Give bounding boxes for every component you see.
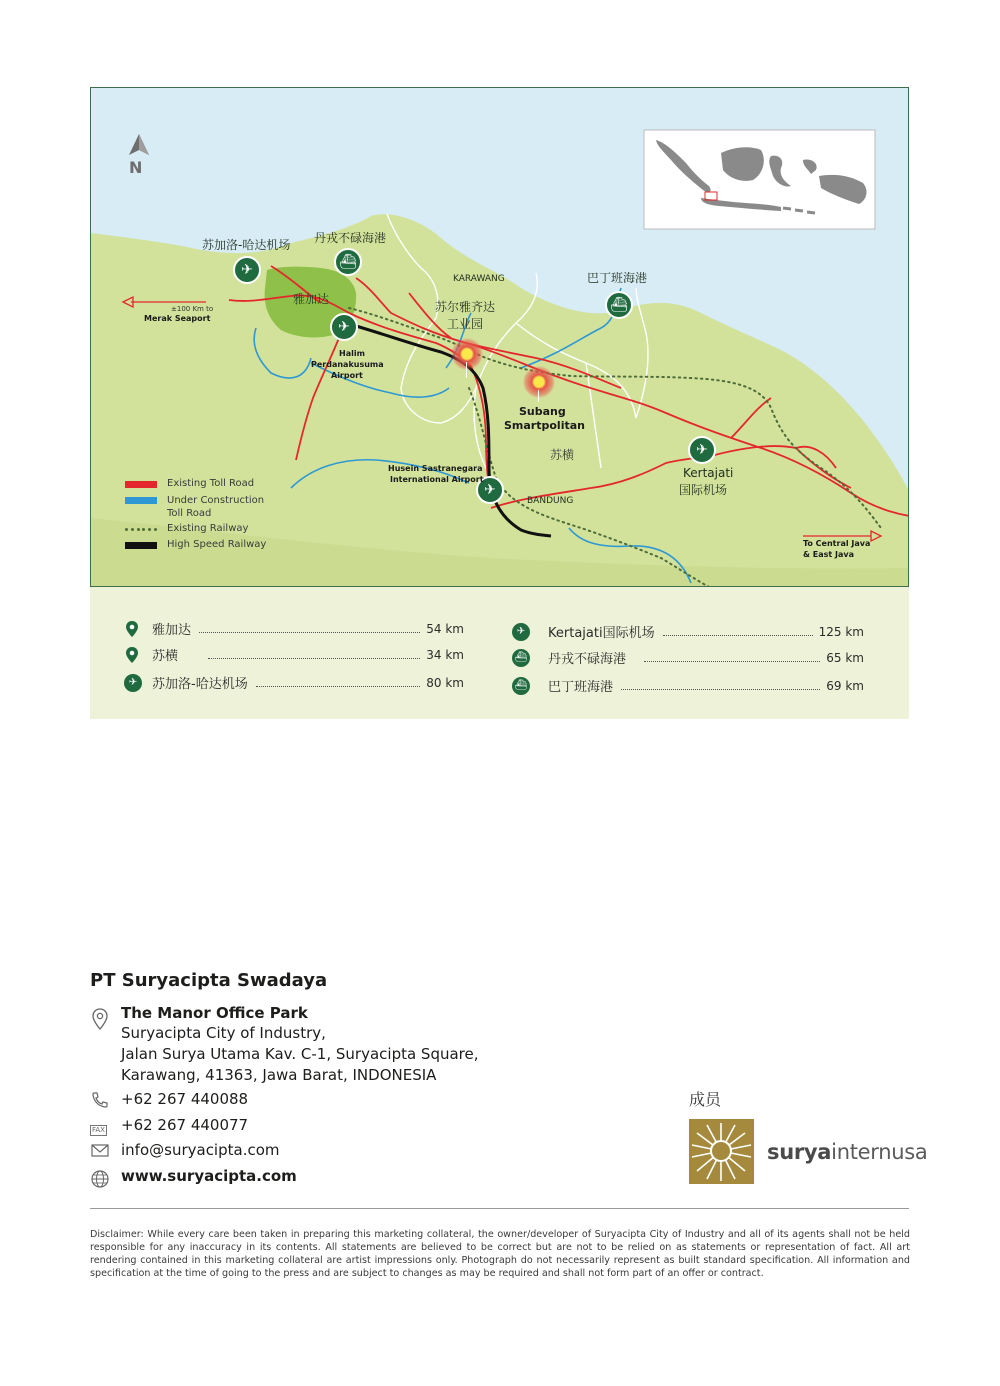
legend-label: Existing Toll Road (167, 478, 255, 489)
dot-leader (208, 658, 420, 659)
location-pin-icon (90, 1007, 110, 1027)
kertajati-airport-icon[interactable]: ✈ (688, 436, 716, 464)
halim-label-line2: Perdanakusuma (311, 360, 384, 369)
legend-swatch-construction (125, 497, 157, 504)
suryainternusa-logo-icon (689, 1119, 754, 1184)
legend-swatch-toll (125, 481, 157, 488)
suryainternusa-wordmark (767, 1140, 927, 1164)
legend-swatch-high-speed (125, 542, 157, 549)
kertajati-label-line2: 国际机场 (679, 483, 728, 497)
distance-name: 丹戎不碌海港 (548, 652, 627, 667)
subang-cn-label: 苏横 (550, 448, 575, 462)
legend-item-railway (125, 523, 248, 534)
phone-number[interactable]: +62 267 440088 (121, 1090, 249, 1108)
halim-label-line3: Airport (331, 371, 363, 380)
website-link[interactable]: www.suryacipta.com (121, 1167, 297, 1185)
soekarno-hatta-airport-icon[interactable]: ✈ (233, 256, 261, 284)
suryacipta-marker[interactable] (451, 338, 483, 370)
husein-label-line1: Husein Sastranegara (388, 464, 483, 473)
legend-item-under-construction (125, 494, 277, 520)
address-line-3: Karawang, 41363, Jawa Barat, INDONESIA (121, 1066, 437, 1084)
halim-label-line1: Halim (339, 349, 365, 358)
patimban-label: 巴丁班海港 (587, 271, 648, 285)
legend-swatch-railway (125, 526, 157, 533)
tanjung-priok-label: 丹戎不碌海港 (314, 231, 387, 245)
distance-row-patimban (512, 676, 864, 695)
distance-name: 巴丁班海港 (548, 680, 614, 695)
distance-row-tanjung-priok (512, 648, 864, 667)
wordmark-rest: internusa (831, 1140, 928, 1164)
distance-value: 65 km (826, 650, 864, 665)
subang-label-line1: Subang (519, 405, 566, 418)
distance-row-soekarno-hatta (124, 673, 464, 692)
karawang-label: KARAWANG (453, 274, 505, 284)
subang-label-line2: Smartpolitan (504, 419, 585, 432)
north-label: N (129, 158, 143, 177)
location-pin-icon (124, 620, 142, 638)
dot-leader (199, 632, 420, 633)
husein-label-line2: International Airport (390, 475, 484, 484)
distance-name: 苏横 (152, 649, 179, 664)
distance-value: 34 km (426, 647, 464, 662)
distance-value: 69 km (826, 678, 864, 693)
office-title: The Manor Office Park (121, 1004, 308, 1022)
dot-leader (663, 635, 813, 636)
legend-label: High Speed Railway (167, 539, 267, 550)
suryacipta-pointer (466, 362, 467, 378)
distance-value: 80 km (426, 675, 464, 690)
dot-leader (644, 661, 820, 662)
legend-item-high-speed (125, 539, 266, 550)
wordmark-bold: surya (767, 1140, 832, 1164)
central-java-label-line1: To Central Java (803, 539, 871, 548)
footer-divider (90, 1208, 909, 1209)
airplane-icon: ✈ (512, 623, 530, 641)
fax-icon-label: FAX (92, 1126, 105, 1134)
globe-icon (90, 1169, 110, 1189)
legend-label: Under Construction Toll Road (167, 495, 265, 519)
distance-row-kertajati (512, 622, 864, 641)
inset-indonesia-map (644, 130, 875, 229)
distance-panel (90, 587, 909, 719)
fax-icon (90, 1117, 110, 1137)
distance-value: 125 km (818, 624, 864, 639)
email-address[interactable]: info@suryacipta.com (121, 1141, 280, 1159)
husein-airport-icon[interactable]: ✈ (476, 476, 504, 504)
merak-distance-label: ±100 Km to (171, 305, 214, 313)
ship-icon: ⛴ (512, 649, 530, 667)
subang-pointer (538, 390, 539, 402)
merak-seaport-label: Merak Seaport (144, 314, 211, 323)
subang-marker[interactable] (523, 366, 555, 398)
distance-row-jakarta (124, 619, 464, 638)
kertajati-label-line1: Kertajati (683, 466, 734, 480)
distance-row-subang (124, 645, 464, 664)
email-icon (90, 1143, 110, 1163)
bandung-label: BANDUNG (527, 496, 574, 506)
suryacipta-label-line2: 工业园 (447, 317, 484, 331)
soekarno-hatta-label: 苏加洛-哈达机场 (202, 238, 291, 252)
suryacipta-label-line1: 苏尔雅齐达 (435, 300, 496, 314)
dot-leader (621, 689, 820, 690)
location-pin-icon (124, 646, 142, 664)
patimban-ship-icon[interactable]: ⛴ (605, 291, 633, 319)
phone-icon (90, 1091, 110, 1111)
location-map (90, 87, 909, 587)
disclaimer-text: Disclaimer: While every care been taken in preparing this marketing collateral, the owner/developer of Suryacipta City of Industry and all of its agents shall not be held responsible for any inaccuracy in its contents. All statements are believed to be correct but are not to be relied on as statements or representation of fact. All art rendering contained in this marketing collateral are artist impressions only. Photograph do not necessarily represent as built standard specification. All information and specification at the time of going to the press and are subject to changes as may be required and shall not form part of an offer or contract. (90, 1229, 910, 1279)
distance-name: 苏加洛-哈达机场 (152, 677, 248, 692)
distance-name: 雅加达 (152, 623, 192, 638)
central-java-label-line2: & East Java (803, 550, 854, 559)
member-label: 成员 (689, 1090, 722, 1109)
legend-label: Existing Railway (167, 523, 249, 534)
ship-icon: ⛴ (512, 677, 530, 695)
address-line-2: Jalan Surya Utama Kav. C-1, Suryacipta Square, (121, 1045, 479, 1063)
fax-number[interactable]: +62 267 440077 (121, 1116, 249, 1134)
distance-value: 54 km (426, 621, 464, 636)
company-name: PT Suryacipta Swadaya (90, 970, 328, 991)
address-line-1: Suryacipta City of Industry, (121, 1024, 326, 1042)
airplane-icon: ✈ (124, 674, 142, 692)
dot-leader (256, 686, 421, 687)
tanjung-priok-ship-icon[interactable]: ⛴ (334, 248, 362, 276)
jakarta-label: 雅加达 (293, 292, 330, 306)
distance-name: Kertajati国际机场 (548, 626, 655, 641)
halim-airport-icon[interactable]: ✈ (330, 313, 358, 341)
legend-item-toll-road (125, 478, 254, 489)
